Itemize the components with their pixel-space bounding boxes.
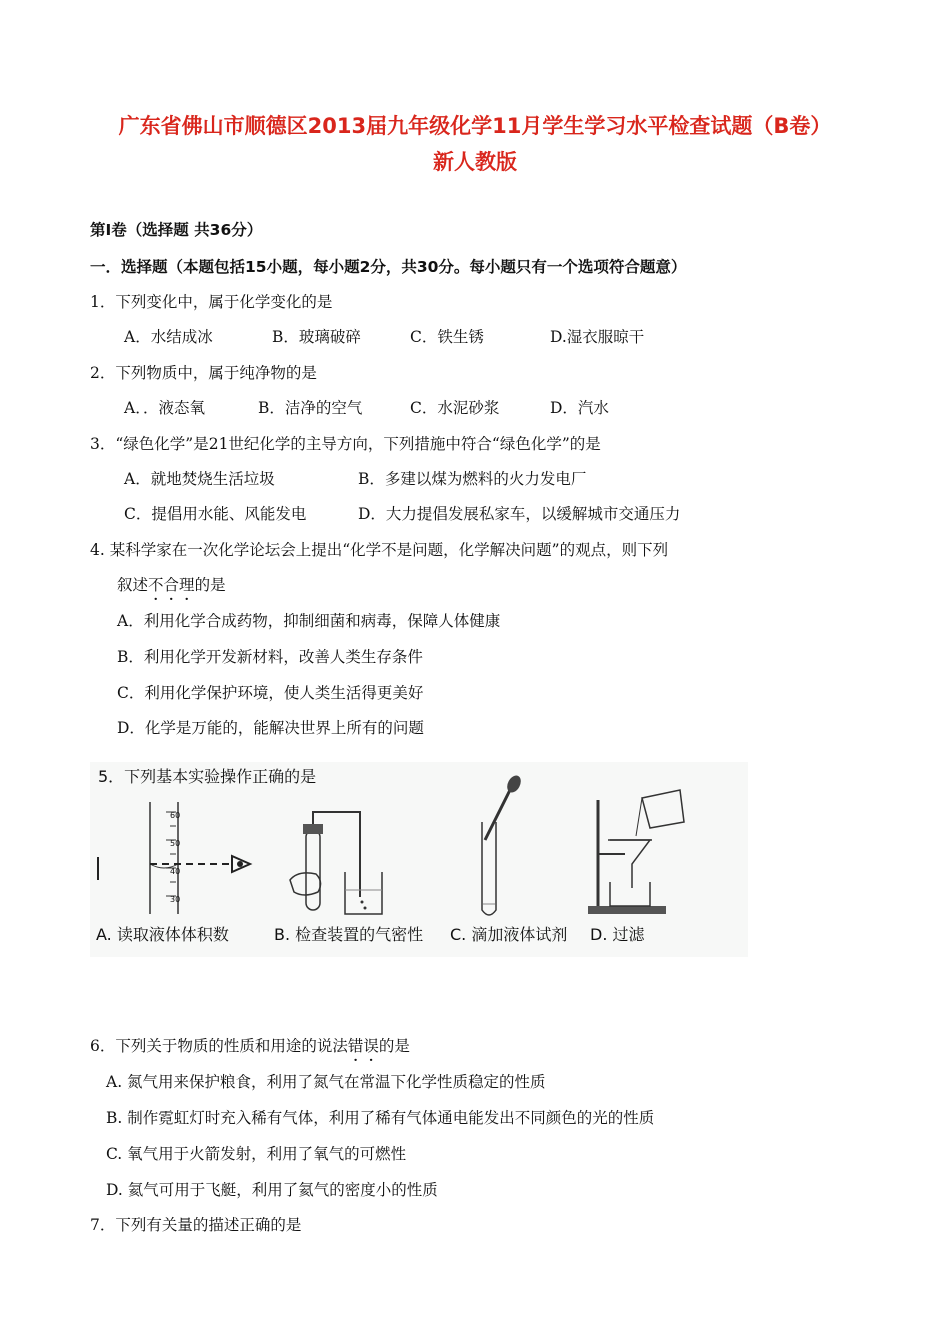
emphasis-char: 错 bbox=[347, 1037, 364, 1055]
q5-stem: 5．下列基本实验操作正确的是 bbox=[98, 767, 317, 786]
q1-stem: 1．下列变化中，属于化学变化的是 bbox=[90, 293, 333, 311]
tick-label: 30 bbox=[170, 895, 181, 904]
q5-caption-d: D. 过滤 bbox=[590, 925, 645, 944]
q4-stem-part-b: 的是 bbox=[194, 576, 226, 594]
q2-stem: 2．下列物质中，属于纯净物的是 bbox=[90, 364, 317, 382]
graduated-cylinder-icon bbox=[150, 802, 250, 914]
q5-caption-c: C. 滴加液体试剂 bbox=[450, 925, 568, 944]
q2-option-c: C．水泥砂浆 bbox=[410, 399, 500, 417]
part-title: 第Ⅰ卷（选择题 共36分） bbox=[90, 221, 263, 239]
tick-label: 50 bbox=[170, 839, 181, 848]
q1-option-a: A．水结成冰 bbox=[124, 328, 213, 346]
tick-label: 60 bbox=[170, 811, 181, 820]
q1-option-b: B．玻璃破碎 bbox=[272, 328, 361, 346]
q4-option-d: D．化学是万能的，能解决世界上所有的问题 bbox=[117, 719, 424, 737]
q4-stem-continued bbox=[117, 573, 226, 595]
q5-caption-b: B. 检查装置的气密性 bbox=[274, 925, 424, 944]
q5-caption-a: A. 读取液体体积数 bbox=[96, 925, 229, 944]
cylinder-tick-labels bbox=[170, 802, 180, 914]
q3-option-d: D．大力提倡发展私家车，以缓解城市交通压力 bbox=[358, 505, 681, 523]
q6-option-a: A. 氮气用来保护粮食，利用了氮气在常温下化学性质稳定的性质 bbox=[106, 1073, 546, 1091]
q6-option-d: D. 氦气可用于飞艇，利用了氦气的密度小的性质 bbox=[106, 1181, 438, 1199]
q5-apparatus-drawing bbox=[90, 762, 748, 922]
dropper-test-tube-icon bbox=[482, 773, 524, 915]
filtration-apparatus-icon bbox=[588, 790, 684, 914]
q2-option-d: D．汽水 bbox=[550, 399, 609, 417]
q6-stem bbox=[90, 1034, 410, 1056]
q4-option-c: C．利用化学保护环境，使人类生活得更美好 bbox=[117, 684, 424, 702]
q3-stem: 3．“绿色化学”是21世纪化学的主导方向，下列措施中符合“绿色化学”的是 bbox=[90, 435, 601, 453]
q1-option-c: C．铁生锈 bbox=[410, 328, 484, 346]
q4-option-b: B．利用化学开发新材料，改善人类生存条件 bbox=[117, 648, 423, 666]
q6-emphasis bbox=[348, 1037, 379, 1055]
q2-option-a: A．．液态氧 bbox=[124, 399, 205, 417]
q6-option-c: C. 氧气用于火箭发射，利用了氧气的可燃性 bbox=[106, 1145, 407, 1163]
airtightness-apparatus-icon bbox=[290, 812, 382, 914]
q6-option-b: B. 制作霓虹灯时充入稀有气体，利用了稀有气体通电能发出不同颜色的光的性质 bbox=[106, 1109, 655, 1127]
q7-stem: 7．下列有关量的描述正确的是 bbox=[90, 1216, 302, 1234]
q4-emphasis bbox=[148, 576, 195, 594]
emphasis-char: 合 bbox=[163, 576, 180, 594]
q2-option-b: B．洁净的空气 bbox=[258, 399, 363, 417]
doc-title-line2: 新人教版 bbox=[433, 150, 517, 174]
q4-stem: 4. 某科学家在一次化学论坛会上提出“化学不是问题，化学解决问题”的观点，则下列 bbox=[90, 541, 669, 559]
q5-figure bbox=[90, 762, 748, 957]
q3-option-b: B．多建以煤为燃料的火力发电厂 bbox=[358, 470, 587, 488]
emphasis-char: 不 bbox=[148, 576, 164, 594]
q6-stem-part-a: 6．下列关于物质的性质和用途的说法 bbox=[90, 1037, 348, 1055]
doc-title-line1: 广东省佛山市顺德区2013届九年级化学11月学生学习水平检查试题（B卷） bbox=[118, 114, 832, 138]
q3-option-a: A．就地焚烧生活垃圾 bbox=[124, 470, 275, 488]
q4-option-a: A．利用化学合成药物，抑制细菌和病毒，保障人体健康 bbox=[117, 612, 501, 630]
emphasis-char: 误 bbox=[363, 1037, 379, 1055]
q6-stem-part-b: 的是 bbox=[378, 1037, 410, 1055]
q3-option-c: C．提倡用水能、风能发电 bbox=[124, 505, 307, 523]
tick-label: 40 bbox=[170, 867, 181, 876]
emphasis-char: 理 bbox=[179, 576, 195, 594]
section-intro: 一．选择题（本题包括15小题，每小题2分，共30分。每小题只有一个选项符合题意） bbox=[90, 258, 687, 276]
q4-stem-part-a: 叙述 bbox=[117, 576, 149, 594]
q1-option-d: D.湿衣服晾干 bbox=[550, 328, 645, 346]
